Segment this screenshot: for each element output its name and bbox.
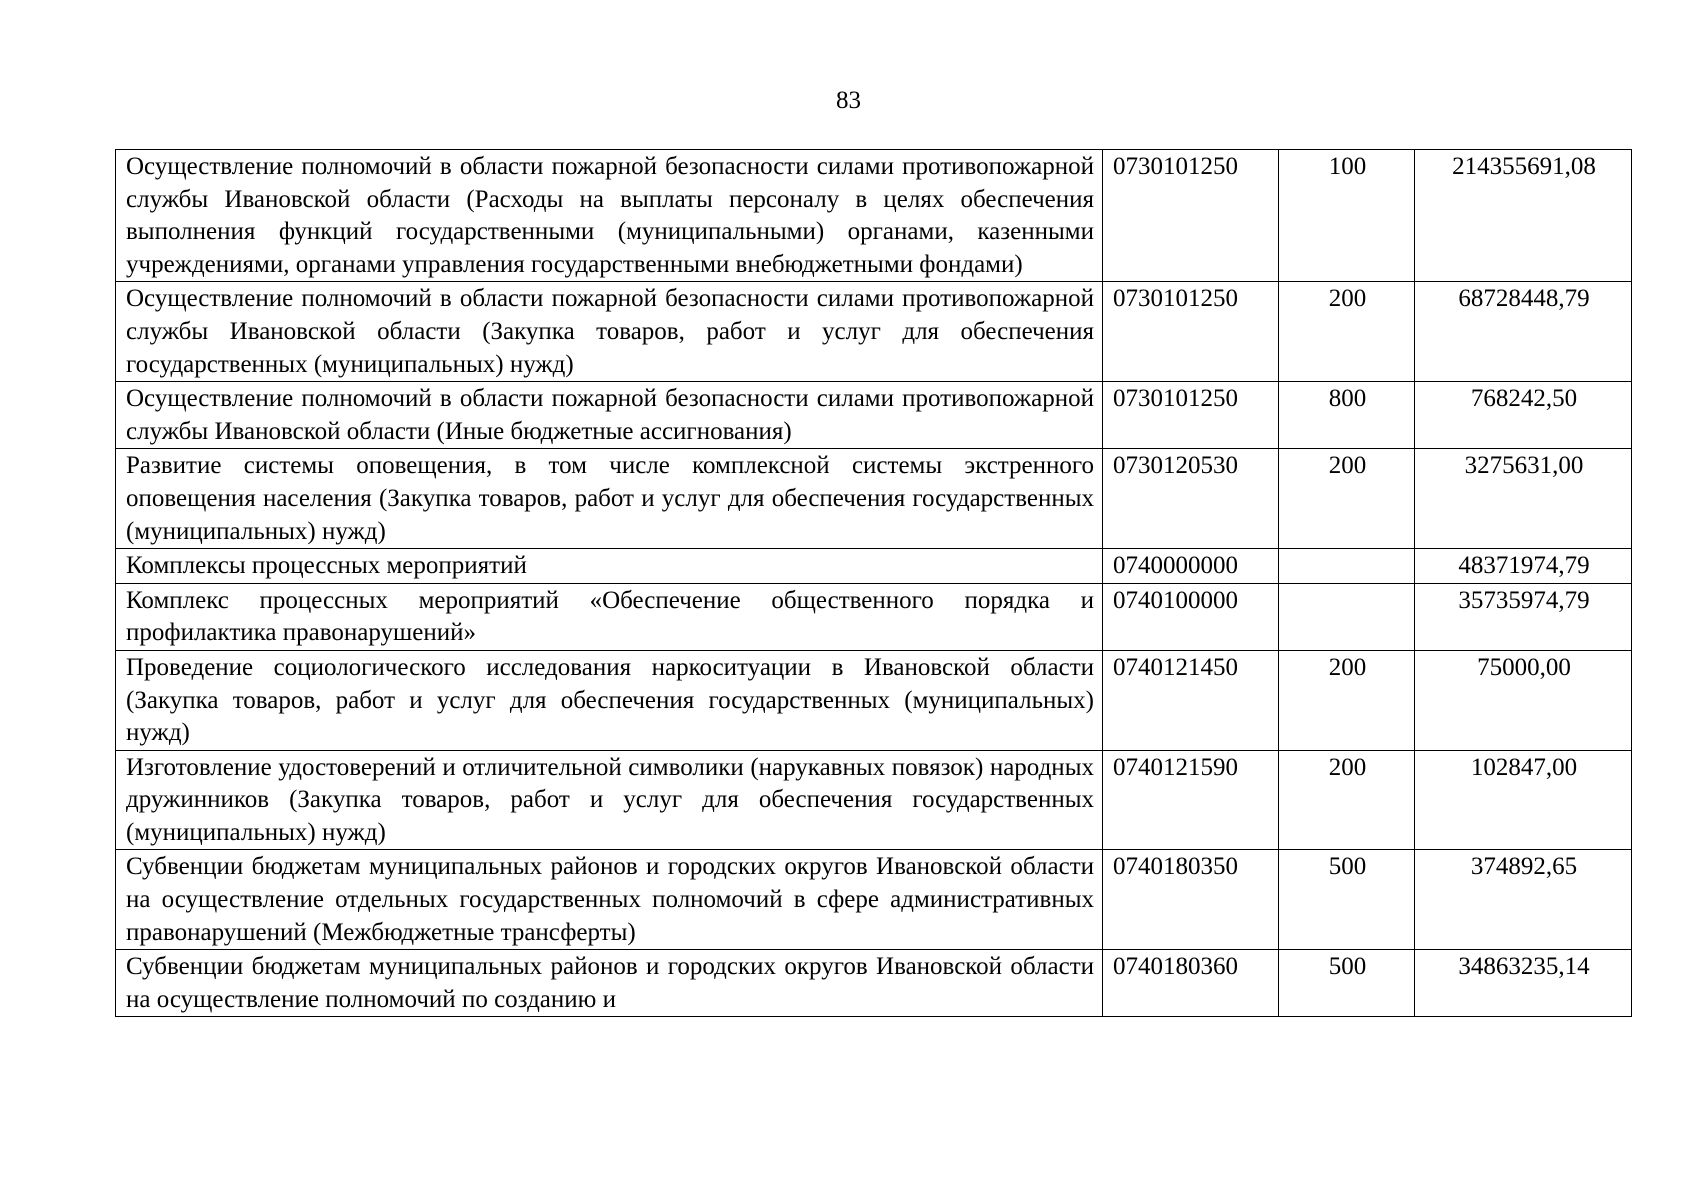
row-code-cell: 0740000000 — [1103, 549, 1279, 584]
row-code-cell: 0740100000 — [1103, 583, 1279, 650]
row-name-cell: Осуществление полномочий в области пожарной безопасности силами противопожарной службы Ивановской области (Иные бюджетные ассигнования) — [116, 382, 1103, 449]
table-row — [116, 449, 1632, 549]
row-amount-cell: 102847,00 — [1415, 750, 1632, 850]
table-row — [116, 583, 1632, 650]
row-amount-cell: 768242,50 — [1415, 382, 1632, 449]
table-row — [116, 850, 1632, 950]
row-type-cell: 100 — [1279, 150, 1415, 282]
row-type-cell: 200 — [1279, 750, 1415, 850]
table-row — [116, 382, 1632, 449]
row-type-cell: 200 — [1279, 282, 1415, 382]
table-row — [116, 650, 1632, 750]
table-row — [116, 950, 1632, 1017]
row-name-cell: Осуществление полномочий в области пожарной безопасности силами противопожарной службы Ивановской области (Расходы на выплаты персоналу в целях обеспечения выполнения функций государственными (муниципальными) органами, казенными учреждениями, органами управления государственными внебюджетными фондами) — [116, 150, 1103, 282]
row-type-cell — [1279, 549, 1415, 584]
row-code-cell: 0730120530 — [1103, 449, 1279, 549]
table-row — [116, 282, 1632, 382]
table-row — [116, 150, 1632, 282]
row-name-cell: Изготовление удостоверений и отличительной символики (нарукавных повязок) народных дружинников (Закупка товаров, работ и услуг для обеспечения государственных (муниципальных) нужд) — [116, 750, 1103, 850]
row-name-cell: Осуществление полномочий в области пожарной безопасности силами противопожарной службы Ивановской области (Закупка товаров, работ и услуг для обеспечения государственных (муниципальных) нужд) — [116, 282, 1103, 382]
row-type-cell: 800 — [1279, 382, 1415, 449]
row-amount-cell: 34863235,14 — [1415, 950, 1632, 1017]
row-name-cell: Развитие системы оповещения, в том числе комплексной системы экстренного оповещения населения (Закупка товаров, работ и услуг для обеспечения государственных (муниципальных) нужд) — [116, 449, 1103, 549]
row-amount-cell: 3275631,00 — [1415, 449, 1632, 549]
row-code-cell: 0740180350 — [1103, 850, 1279, 950]
page-number: 83 — [836, 87, 861, 114]
row-amount-cell: 68728448,79 — [1415, 282, 1632, 382]
row-type-cell: 500 — [1279, 950, 1415, 1017]
table-row — [116, 549, 1632, 584]
row-name-cell: Комплекс процессных мероприятий «Обеспечение общественного порядка и профилактика правонарушений» — [116, 583, 1103, 650]
row-name-cell: Комплексы процессных мероприятий — [116, 549, 1103, 584]
row-name-cell: Субвенции бюджетам муниципальных районов и городских округов Ивановской области на осуществление полномочий по созданию и — [116, 950, 1103, 1017]
row-code-cell: 0740180360 — [1103, 950, 1279, 1017]
row-amount-cell: 214355691,08 — [1415, 150, 1632, 282]
row-type-cell: 200 — [1279, 449, 1415, 549]
row-amount-cell: 48371974,79 — [1415, 549, 1632, 584]
budget-table — [115, 149, 1632, 1017]
row-amount-cell: 75000,00 — [1415, 650, 1632, 750]
row-name-cell: Субвенции бюджетам муниципальных районов и городских округов Ивановской области на осуществление отдельных государственных полномочий в сфере административных правонарушений (Межбюджетные трансферты) — [116, 850, 1103, 950]
row-type-cell: 500 — [1279, 850, 1415, 950]
row-code-cell: 0730101250 — [1103, 382, 1279, 449]
row-name-cell: Проведение социологического исследования наркоситуации в Ивановской области (Закупка товаров, работ и услуг для обеспечения государственных (муниципальных) нужд) — [116, 650, 1103, 750]
row-code-cell: 0730101250 — [1103, 150, 1279, 282]
row-amount-cell: 35735974,79 — [1415, 583, 1632, 650]
row-amount-cell: 374892,65 — [1415, 850, 1632, 950]
row-type-cell — [1279, 583, 1415, 650]
row-type-cell: 200 — [1279, 650, 1415, 750]
row-code-cell: 0730101250 — [1103, 282, 1279, 382]
row-code-cell: 0740121590 — [1103, 750, 1279, 850]
table-row — [116, 750, 1632, 850]
row-code-cell: 0740121450 — [1103, 650, 1279, 750]
